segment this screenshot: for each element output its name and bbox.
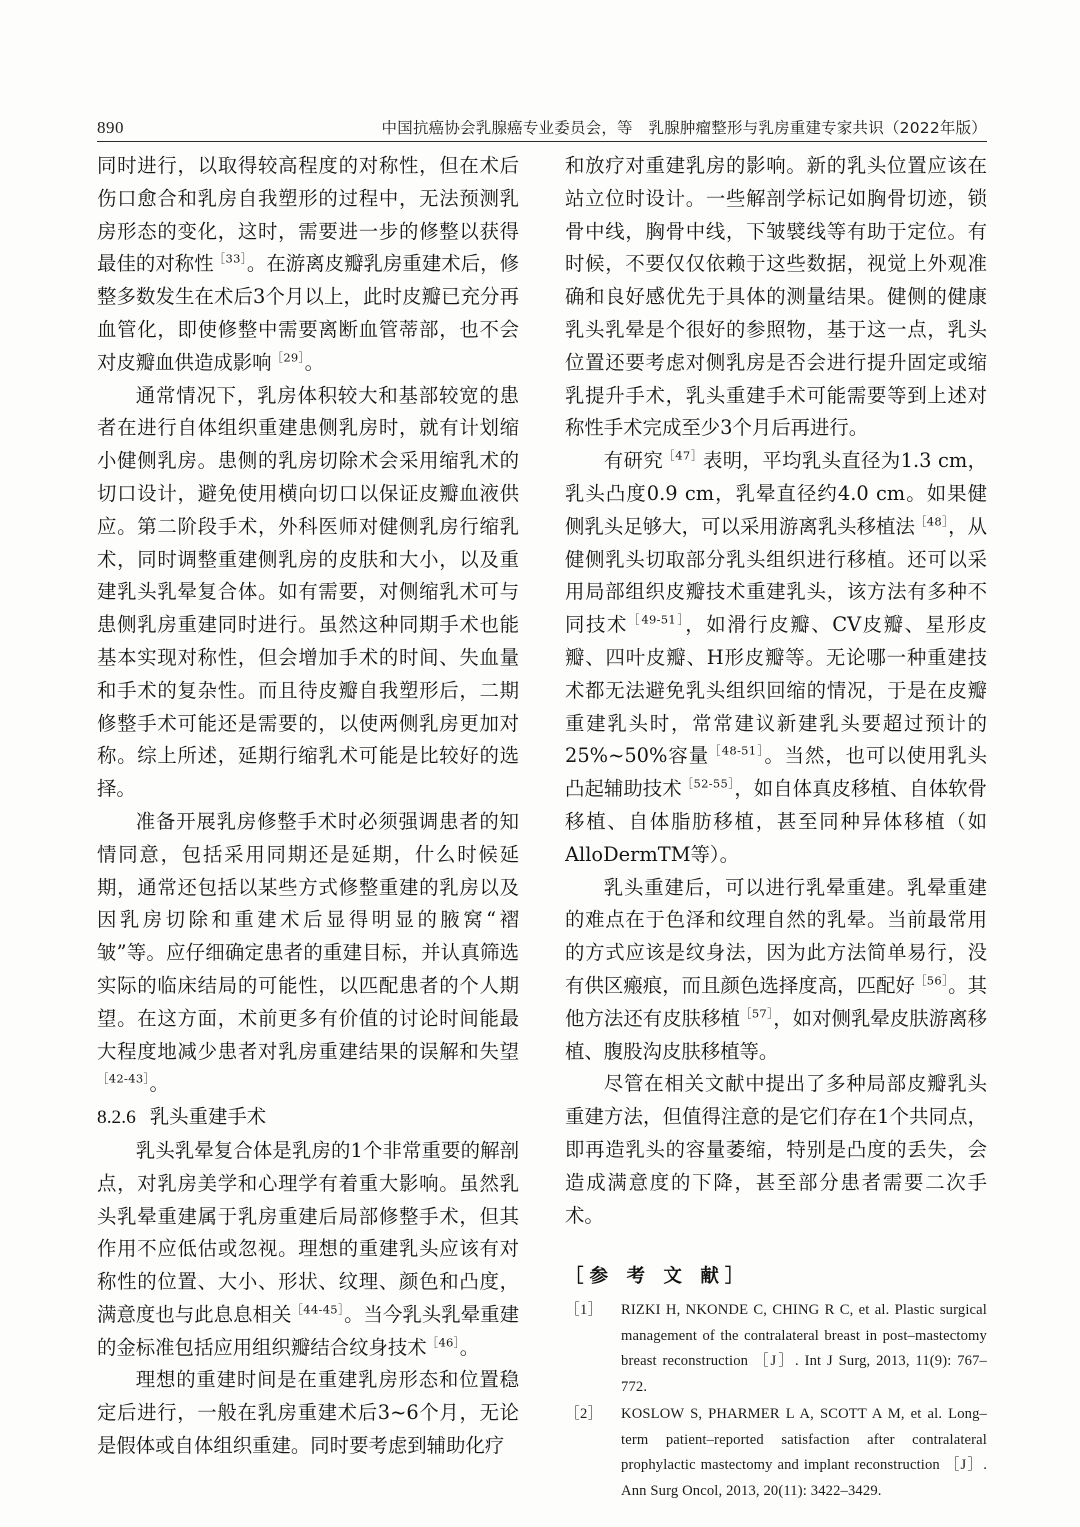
reference-item <box>565 1298 987 1400</box>
paragraph: 乳头重建后，可以进行乳晕重建。乳晕重建的难点在于色泽和纹理自然的乳晕。当前最常用的方式应该是纹身法，因为此方法简单易行，没有供区瘢痕，而且颜色选择度高，匹配好$^{[56]}$。其他方法还有皮肤移植$^{[57]}$，如对侧乳晕皮肤游离移植、腹股沟皮肤移植等。 <box>565 875 988 1063</box>
references-heading: ［参 考 文 献］ <box>565 1266 750 1288</box>
reference-marker: ［48］ <box>914 514 949 529</box>
paragraph: 同时进行，以取得较高程度的对称性，但在术后伤口愈合和乳房自我塑形的过程中，无法预测乳房形态的变化，这时，需要进一步的修整以获得最佳的对称性$^{[33]}$。在游离皮瓣乳房重建术后，修整多数发生在术后3个月以上，此时皮瓣已充分再血管化，即使修整中需要离断血管蒂部，也不会对皮瓣血供造成影响$^{[29]}$。 <box>97 154 520 374</box>
section-number: 8.2.6 <box>97 1107 136 1129</box>
running-title: 中国抗癌协会乳腺癌专业委员会，等 乳腺肿瘤整形与乳房重建专家共识（2022年版） <box>381 119 987 137</box>
reference-marker: ［52-55］ <box>681 776 735 791</box>
right-column <box>565 150 987 1506</box>
paragraph: 通常情况下，乳房体积较大和基部较宽的患者在进行自体组织重建患侧乳房时，就有计划缩小健侧乳房。患侧的乳房切除术会采用缩乳术的切口设计，避免使用横向切口以保证皮瓣血液供应。第二阶段手术，外科医师对健侧乳房行缩乳术，同时调整重建侧乳房的皮肤和大小，以及重建乳头乳晕复合体。如有需要，对侧缩乳术可与患侧乳房重建同时进行。虽然这种同期手术也能基本实现对称性，但会增加手术的时间、失血量和手术的复杂性。而且待皮瓣自我塑形后，二期修整手术可能还是需要的，以使两侧乳房更加对称。综上所述，延期行缩乳术可能是比较好的选择。 <box>97 383 519 801</box>
paragraph: 有研究$^{[47]}$表明，平均乳头直径为1.3 cm，乳头凸度0.9 cm，乳晕直径约4.0 cm。如果健侧乳头足够大，可以采用游离乳头移植法$^{[48]}$，从健侧乳头切取部分乳头组织进行移植。还可以采用局部组织皮瓣技术重建乳头，该方法有多种不同技术$^{[49-51]}$，如滑行皮瓣、CV皮瓣、星形皮瓣、四叶皮瓣、H形皮瓣等。无论哪一种重建技术都无法避免乳头组织回缩的情况，于是在皮瓣重建乳头时，常常建议新建乳头要超过预计的25%~50%容量$^{[48-51]}$。当然，也可以使用乳头凸起辅助技术$^{[52-55]}$，如自体真皮移植、自体软骨移植、自体脂肪移植，甚至同种异体移植（如AlloDermTM等）。 <box>565 448 988 866</box>
two-column-body <box>97 150 987 1506</box>
references-list <box>565 1298 987 1504</box>
reference-marker: ［48-51］ <box>709 743 765 758</box>
references-block <box>565 1262 987 1504</box>
reference-marker: ［33］ <box>213 251 247 266</box>
reference-marker: ［47］ <box>663 448 704 463</box>
reference-marker: ［29］ <box>271 350 305 365</box>
reference-text: KOSLOW S, PHARMER L A, SCOTT A M, et al. Long–term patient–reported satisfaction after contralateral prophylactic mastectomy and implant reconstruction ［J］. Ann Surg Oncol, 2013, 20(11): 3422–3429. <box>621 1406 987 1499</box>
section-title: 乳头重建手术 <box>149 1105 267 1129</box>
reference-item <box>565 1402 987 1504</box>
paragraph: 和放疗对重建乳房的影响。新的乳头位置应该在站立位时设计。一些解剖学标记如胸骨切迹，锁骨中线，胸骨中线，下皱襞线等有助于定位。有时候，不要仅仅依赖于这些数据，视觉上外观准确和良好感优先于具体的测量结果。健侧的健康乳头乳晕是个很好的参照物，基于这一点，乳头位置还要考虑对侧乳房是否会进行提升固定或缩乳提升手术，乳头重建手术可能需要等到上述对称性手术完成至少3个月后再进行。 <box>565 154 987 440</box>
paragraph: 理想的重建时间是在重建乳房形态和位置稳定后进行，一般在乳房重建术后3~6个月，无论是假体或自体组织重建。同时要考虑到辅助化疗 <box>97 1368 519 1458</box>
reference-number: ［1］ <box>565 1302 603 1319</box>
reference-number: ［2］ <box>565 1406 603 1423</box>
reference-marker: ［49-51］ <box>627 612 686 627</box>
left-paragraphs <box>97 150 519 1101</box>
paragraph: 乳头乳晕复合体是乳房的1个非常重要的解剖点，对乳房美学和心理学有着重大影响。虽然乳头乳晕重建属于乳房重建后局部修整手术，但其作用不应低估或忽视。理想的重建乳头应该有对称性的位置、大小、形状、纹理、颜色和凸度，满意度也与此息息相关$^{[44-45]}$。当今乳头乳晕重建的金标准包括应用组织瓣结合纹身技术$^{[46]}$。 <box>97 1138 519 1359</box>
reference-marker: ［46］ <box>426 1335 460 1350</box>
left-column <box>97 150 519 1506</box>
reference-marker: ［57］ <box>739 1006 774 1021</box>
paragraph: 准备开展乳房修整手术时必须强调患者的知情同意，包括采用同期还是延期，什么时候延期，通常还包括以某些方式修整重建的乳房以及因乳房切除和重建术后显得明显的腋窝“褶皱”等。应仔细确定患者的重建目标，并认真筛选实际的临床结局的可能性，以匹配患者的个人期望。在这方面，术前更多有价值的讨论时间能最大程度地减少患者对乳房重建结果的误解和失望$^{[42-43]}$。 <box>97 809 519 1096</box>
reference-text: RIZKI H, NKONDE C, CHING R C, et al. Plastic surgical management of the contralateral breast in post–mastectomy breast reconstruction ［J］. Int J Surg, 2013, 11(9): 767–772. <box>621 1302 987 1395</box>
paragraph: 尽管在相关文献中提出了多种局部皮瓣乳头重建方法，但值得注意的是它们存在1个共同点，即再造乳头的容量萎缩，特别是凸度的丢失，会造成满意度的下降，甚至部分患者需要二次手术。 <box>565 1072 987 1227</box>
section-heading-8-2-6 <box>97 1101 519 1135</box>
page-number: 890 <box>97 118 124 137</box>
left-paragraphs-after-heading <box>97 1135 519 1463</box>
reference-marker: ［56］ <box>914 973 949 988</box>
reference-marker: ［44-45］ <box>291 1302 345 1317</box>
reference-marker: ［42-43］ <box>97 1071 150 1086</box>
running-head <box>97 108 987 142</box>
right-paragraphs <box>565 150 987 1232</box>
